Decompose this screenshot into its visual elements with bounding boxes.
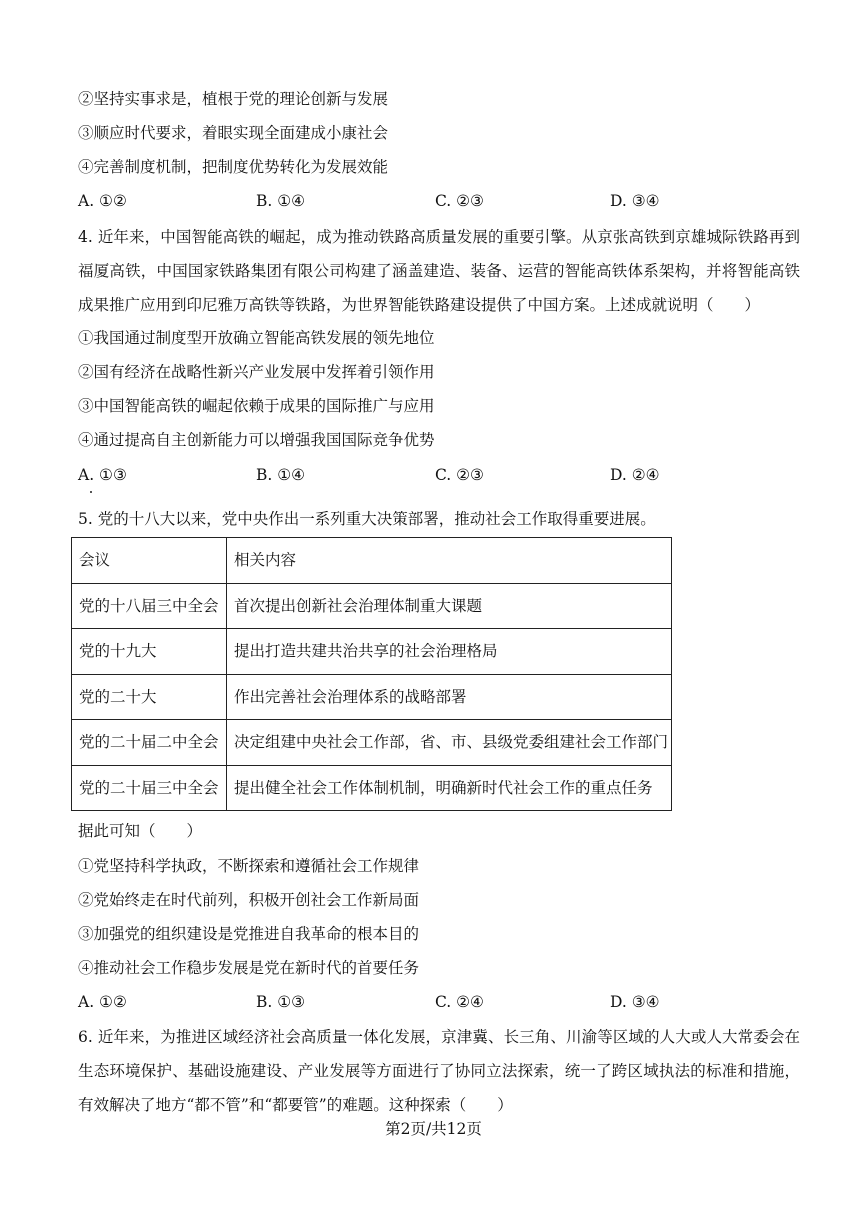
q4-choice-d[interactable]: D. ②④ xyxy=(610,466,660,484)
q5-prompt: 据此可知（ ） xyxy=(78,822,203,840)
q3-option-4: ④完善制度机制，把制度优势转化为发展效能 xyxy=(78,158,389,176)
table-cell-content: 首次提出创新社会治理体制重大课题 xyxy=(227,583,672,629)
table-row xyxy=(72,720,672,766)
table-header-cell: 会议 xyxy=(72,538,227,584)
q4-choices xyxy=(78,464,778,486)
q5-option-3: ③加强党的组织建设是党推进自我革命的根本目的 xyxy=(78,925,420,943)
q5-option-1: ①党坚持科学执政，不断探索和遵循社会工作规律 xyxy=(78,857,420,875)
table-cell-content: 提出健全社会工作体制机制，明确新时代社会工作的重点任务 xyxy=(227,765,672,811)
q5-choice-d[interactable]: D. ③④ xyxy=(610,993,660,1011)
page-number: 第2页/共12页 xyxy=(385,1120,482,1138)
q3-choice-a[interactable]: A. ①② xyxy=(78,192,127,210)
q3-choice-b[interactable]: B. ①④ xyxy=(256,192,306,210)
table-cell-meeting: 党的二十届三中全会 xyxy=(72,765,227,811)
table-row xyxy=(72,765,672,811)
table-cell-content: 提出打造共建共治共享的社会治理格局 xyxy=(227,629,672,675)
q6-stem: 6. 近年来，为推进区域经济社会高质量一体化发展，京津冀、长三角、川渝等区域的人大或人大常委会在生态环境保护、基础设施建设、产业发展等方面进行了协同立法探索，统一了跨区域执法的标准和措施，有效解决了地方“都不管”和“都要管”的难题。这种探索（ ） xyxy=(78,1028,800,1114)
q4-option-2: ②国有经济在战略性新兴产业发展中发挥着引领作用 xyxy=(78,363,435,381)
table-cell-content: 作出完善社会治理体系的战略部署 xyxy=(227,674,672,720)
q5-choices xyxy=(78,991,778,1013)
q3-option-2: ②坚持实事求是，植根于党的理论创新与发展 xyxy=(78,90,389,108)
table-row xyxy=(72,583,672,629)
table-cell-meeting: 党的十九大 xyxy=(72,629,227,675)
table-cell-content: 决定组建中央社会工作部，省、市、县级党委组建社会工作部门 xyxy=(227,720,672,766)
table-cell-meeting: 党的二十大 xyxy=(72,674,227,720)
table-cell-meeting: 党的十八届三中全会 xyxy=(72,583,227,629)
table-row xyxy=(72,629,672,675)
table-row xyxy=(72,674,672,720)
table-cell-meeting: 党的二十届二中全会 xyxy=(72,720,227,766)
q5-table xyxy=(71,537,672,811)
q4-option-1: ①我国通过制度型开放确立智能高铁发展的领先地位 xyxy=(78,329,435,347)
q5-choice-c[interactable]: C. ②④ xyxy=(435,993,484,1011)
q5-option-4: ④推动社会工作稳步发展是党在新时代的首要任务 xyxy=(78,959,420,977)
q4-option-3: ③中国智能高铁的崛起依赖于成果的国际推广与应用 xyxy=(78,397,435,415)
q4-choice-c[interactable]: C. ②③ xyxy=(435,466,484,484)
q3-choices xyxy=(78,190,778,212)
q5-choice-a[interactable]: A. ①② xyxy=(78,993,127,1011)
table-header-cell: 相关内容 xyxy=(227,538,672,584)
stray-mark xyxy=(90,491,92,493)
q5-option-2: ②党始终走在时代前列，积极开创社会工作新局面 xyxy=(78,891,420,909)
q4-option-4: ④通过提高自主创新能力可以增强我国国际竞争优势 xyxy=(78,431,435,449)
q4-choice-b[interactable]: B. ①④ xyxy=(256,466,306,484)
q3-choice-d[interactable]: D. ③④ xyxy=(610,192,660,210)
table-header-row xyxy=(72,538,672,584)
q5-choice-b[interactable]: B. ①③ xyxy=(256,993,306,1011)
q5-stem: 5. 党的十八大以来，党中央作出一系列重大决策部署，推动社会工作取得重要进展。 xyxy=(78,510,656,528)
q3-option-3: ③顺应时代要求，着眼实现全面建成小康社会 xyxy=(78,124,389,142)
q4-choice-a[interactable]: A. ①③ xyxy=(78,466,127,484)
q4-stem: 4. 近年来，中国智能高铁的崛起，成为推动铁路高质量发展的重要引擎。从京张高铁到京雄城际铁路再到福厦高铁，中国国家铁路集团有限公司构建了涵盖建造、装备、运营的智能高铁体系架构，并将智能高铁成果推广应用到印尼雅万高铁等铁路，为世界智能铁路建设提供了中国方案。上述成就说明（ ） xyxy=(78,228,800,314)
q3-choice-c[interactable]: C. ②③ xyxy=(435,192,484,210)
